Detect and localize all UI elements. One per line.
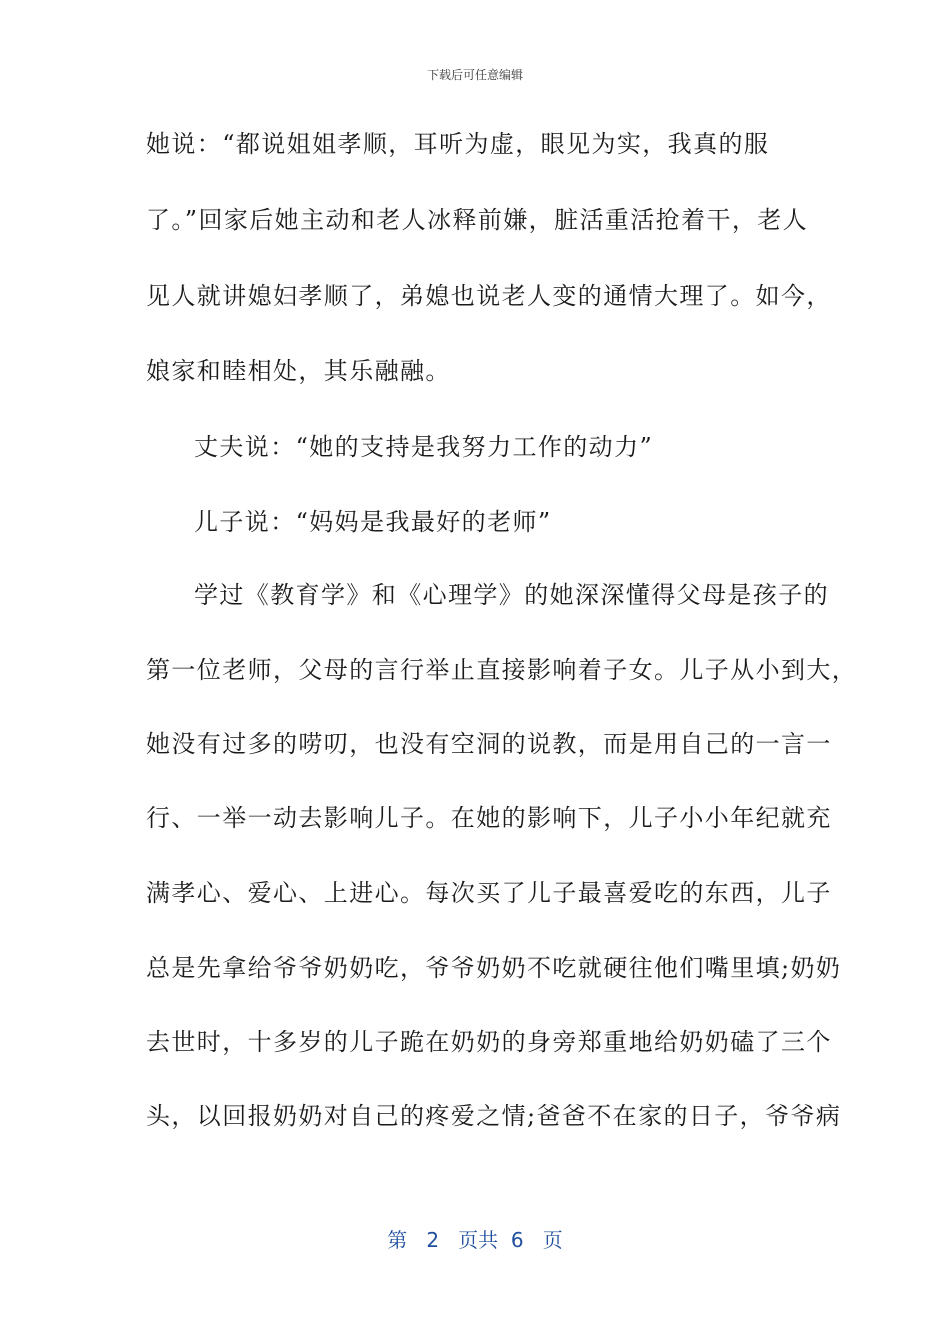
text-line: 学过《教育学》和《心理学》的她深深懂得父母是孩子的 [194,581,829,609]
page-header: 下载后可任意编辑 [426,68,523,82]
text-line: 了。”回家后她主动和老人冰释前嫌，脏活重活抢着干，老人 [146,206,809,234]
page-footer [0,1224,950,1253]
footer-prefix: 第 [387,1228,408,1252]
text-line: 见人就讲媳妇孝顺了，弟媳也说老人变的通情大理了。如今， [146,282,832,310]
text-line: 总是先拿给爷爷奶奶吃，爷爷奶奶不吃就硬往他们嘴里填;奶奶 [146,954,842,982]
text-line: 儿子说：“妈妈是我最好的老师” [194,508,552,536]
text-line: 第一位老师，父母的言行举止直接影响着子女。儿子从小到大， [146,656,858,684]
footer-page-number: 2 [426,1228,440,1252]
text-line: 娘家和睦相处，其乐融融。 [146,357,451,385]
text-line: 她没有过多的唠叨，也没有空洞的说教，而是用自己的一言一 [146,730,832,758]
text-line: 头，以回报奶奶对自己的疼爱之情;爸爸不在家的日子，爷爷病 [146,1102,842,1130]
footer-total-pages: 6 [510,1228,524,1252]
text-line: 行、一举一动去影响儿子。在她的影响下，儿子小小年纪就充 [146,804,832,832]
footer-middle: 页共 [458,1228,499,1252]
text-line: 她说：“都说姐姐孝顺，耳听为虚，眼见为实，我真的服 [146,130,770,158]
footer-suffix: 页 [542,1228,563,1252]
text-line: 去世时，十多岁的儿子跪在奶奶的身旁郑重地给奶奶磕了三个 [146,1028,832,1056]
text-line: 丈夫说：“她的支持是我努力工作的动力” [194,433,654,461]
text-line: 满孝心、爱心、上进心。每次买了儿子最喜爱吃的东西，儿子 [146,879,832,907]
